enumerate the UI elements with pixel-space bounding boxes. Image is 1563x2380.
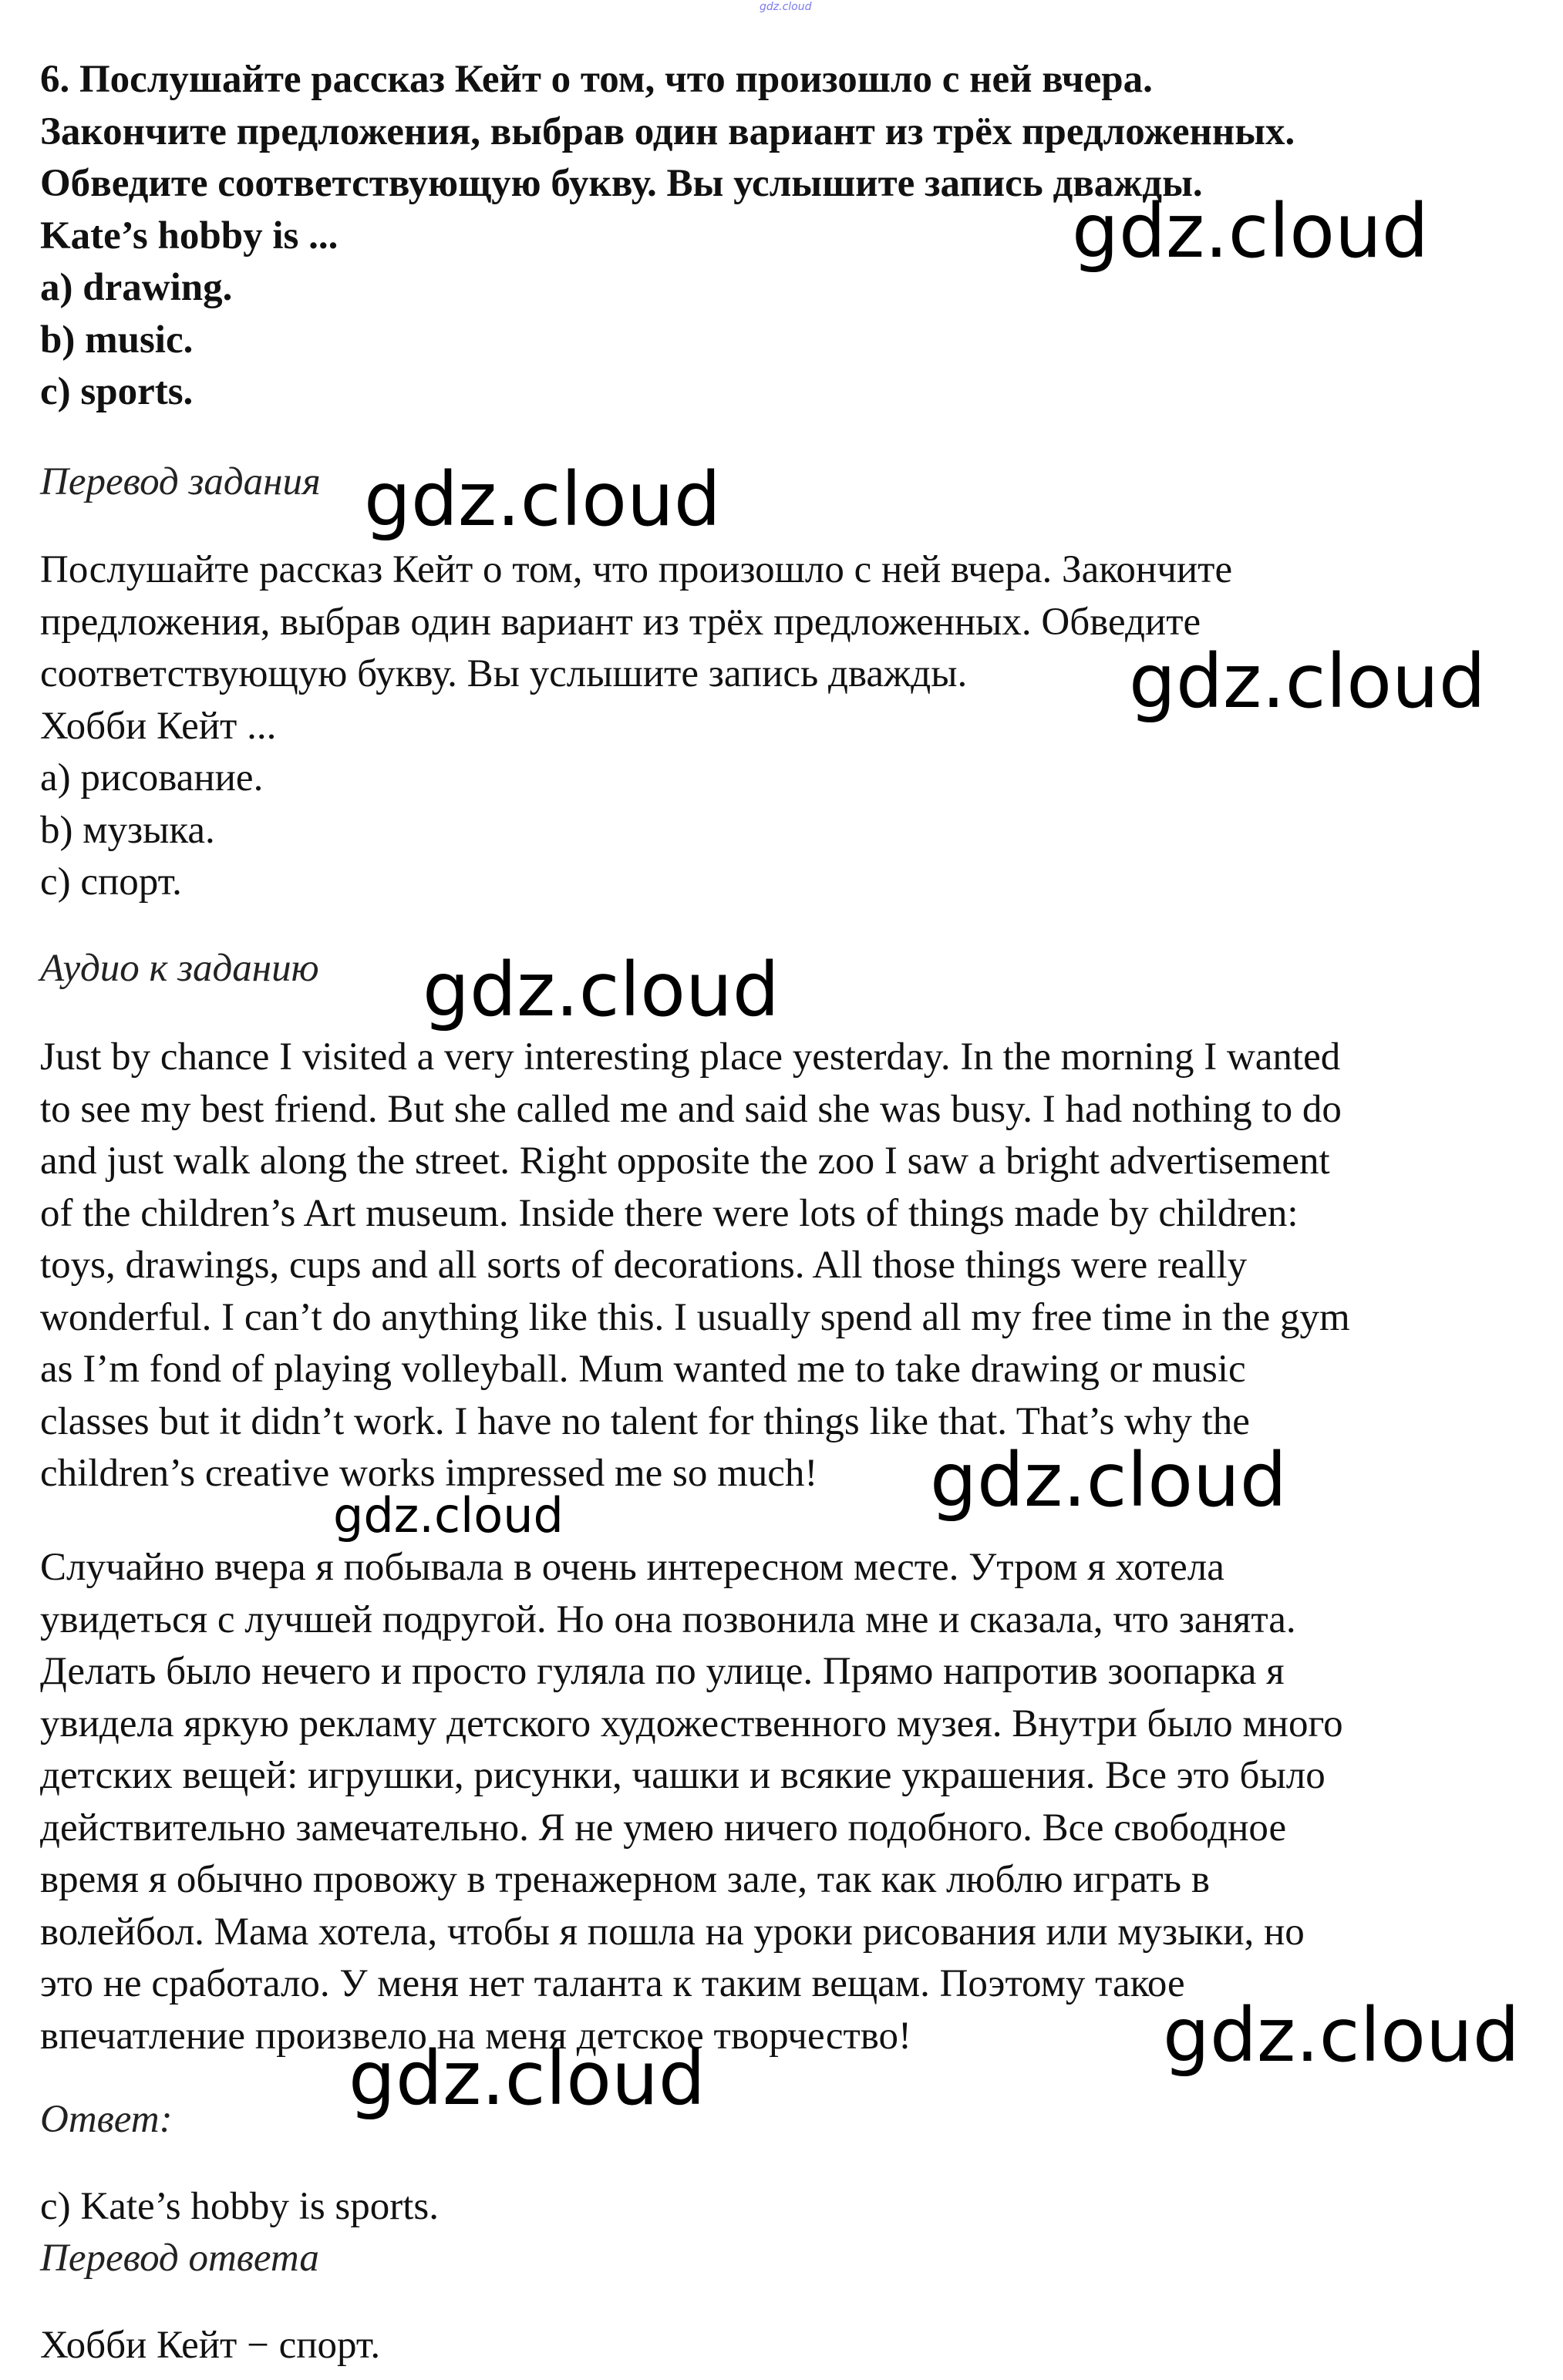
- watermark: gdz.cloud: [333, 1487, 564, 1543]
- audio-line: to see my best friend. But she called me and said she was busy. I had nothing to do: [40, 1087, 1342, 1131]
- watermark: gdz.cloud: [930, 1437, 1287, 1523]
- task-line: Обведите соответствующую букву. Вы услышите запись дважды.: [40, 162, 1203, 205]
- translation-block: [40, 544, 1563, 909]
- task-option-b: b) music.: [40, 318, 194, 362]
- translation-question: Хобби Кейт ...: [40, 704, 277, 748]
- audio-translation-line: впечатление произвело на меня детское творчество!: [40, 2014, 911, 2058]
- audio-line: children’s creative works impressed me so much!: [40, 1452, 818, 1495]
- audio-line: wonderful. I can’t do anything like this. I usually spend all my free time in the gym: [40, 1295, 1350, 1339]
- audio-translation: [40, 1542, 1563, 2062]
- translation-option-c: c) спорт.: [40, 860, 182, 904]
- audio-heading: Аудио к заданию: [40, 947, 319, 990]
- audio-translation-line: детских вещей: игрушки, рисунки, чашки и всякие украшения. Все это было: [40, 1754, 1326, 1797]
- audio-line: toys, drawings, cups and all sorts of decorations. All those things were really: [40, 1244, 1248, 1287]
- translation-line: соответствующую букву. Вы услышите запись дважды.: [40, 652, 968, 695]
- watermark: gdz.cloud: [1163, 1992, 1520, 2079]
- watermark: gdz.cloud: [364, 456, 721, 543]
- watermark: gdz.cloud: [1072, 188, 1429, 274]
- translation-heading: Перевод задания: [40, 460, 321, 503]
- task-option-c: c) sports.: [40, 370, 194, 413]
- task-line: Закончите предложения, выбрав один вариант из трёх предложенных.: [40, 109, 1295, 153]
- watermark: gdz.cloud: [1129, 638, 1486, 725]
- audio-line: as I’m fond of playing volleyball. Mum wanted me to take drawing or music: [40, 1348, 1246, 1391]
- task-question: Kate’s hobby is ...: [40, 214, 339, 258]
- audio-transcript: [40, 1032, 1563, 1500]
- audio-translation-line: увидеться с лучшей подругой. Но она позвонила мне и сказала, что занята.: [40, 1597, 1296, 1641]
- watermark: gdz.cloud: [423, 947, 780, 1033]
- answer-heading: Ответ:: [40, 2098, 173, 2141]
- translation-line: Послушайте рассказ Кейт о том, что произошло с ней вчера. Закончите: [40, 548, 1233, 591]
- translation-option-a: a) рисование.: [40, 756, 264, 800]
- answer-text: c) Kate’s hobby is sports.: [40, 2185, 440, 2228]
- audio-translation-line: время я обычно провожу в тренажерном зале, так как люблю играть в: [40, 1858, 1210, 1901]
- audio-translation-line: Делать было нечего и просто гуляла по улице. Прямо напротив зоопарка я: [40, 1650, 1285, 1693]
- audio-translation-line: действительно замечательно. Я не умею ничего подобного. Все свободное: [40, 1806, 1287, 1850]
- answer-translation-heading: Перевод ответа: [40, 2237, 319, 2280]
- audio-translation-line: волейбол. Мама хотела, чтобы я пошла на уроки рисования или музыки, но: [40, 1910, 1305, 1954]
- translation-option-b: b) музыка.: [40, 808, 215, 852]
- audio-translation-line: увидела яркую рекламу детского художественного музея. Внутри было много: [40, 1702, 1343, 1745]
- audio-line: and just walk along the street. Right opposite the zoo I saw a bright advertisement: [40, 1140, 1330, 1183]
- task-line: 6. Послушайте рассказ Кейт о том, что произошло с ней вчера.: [40, 58, 1153, 101]
- audio-translation-line: Случайно вчера я побывала в очень интересном месте. Утром я хотела: [40, 1546, 1224, 1589]
- watermark: gdz.cloud: [349, 2035, 706, 2122]
- translation-line: предложения, выбрав один вариант из трёх предложенных. Обведите: [40, 600, 1201, 644]
- audio-line: classes but it didn’t work. I have no talent for things like that. That’s why the: [40, 1399, 1250, 1443]
- answer-translation-text: Хобби Кейт − спорт.: [40, 2324, 381, 2367]
- audio-translation-line: это не сработало. У меня нет таланта к таким вещам. Поэтому такое: [40, 1962, 1185, 2005]
- audio-line: Just by chance I visited a very interesting place yesterday. In the morning I wanted: [40, 1035, 1341, 1079]
- header-watermark: gdz.cloud: [760, 1, 812, 13]
- audio-line: of the children’s Art museum. Inside there were lots of things made by children:: [40, 1191, 1299, 1235]
- task-option-a: a) drawing.: [40, 266, 233, 309]
